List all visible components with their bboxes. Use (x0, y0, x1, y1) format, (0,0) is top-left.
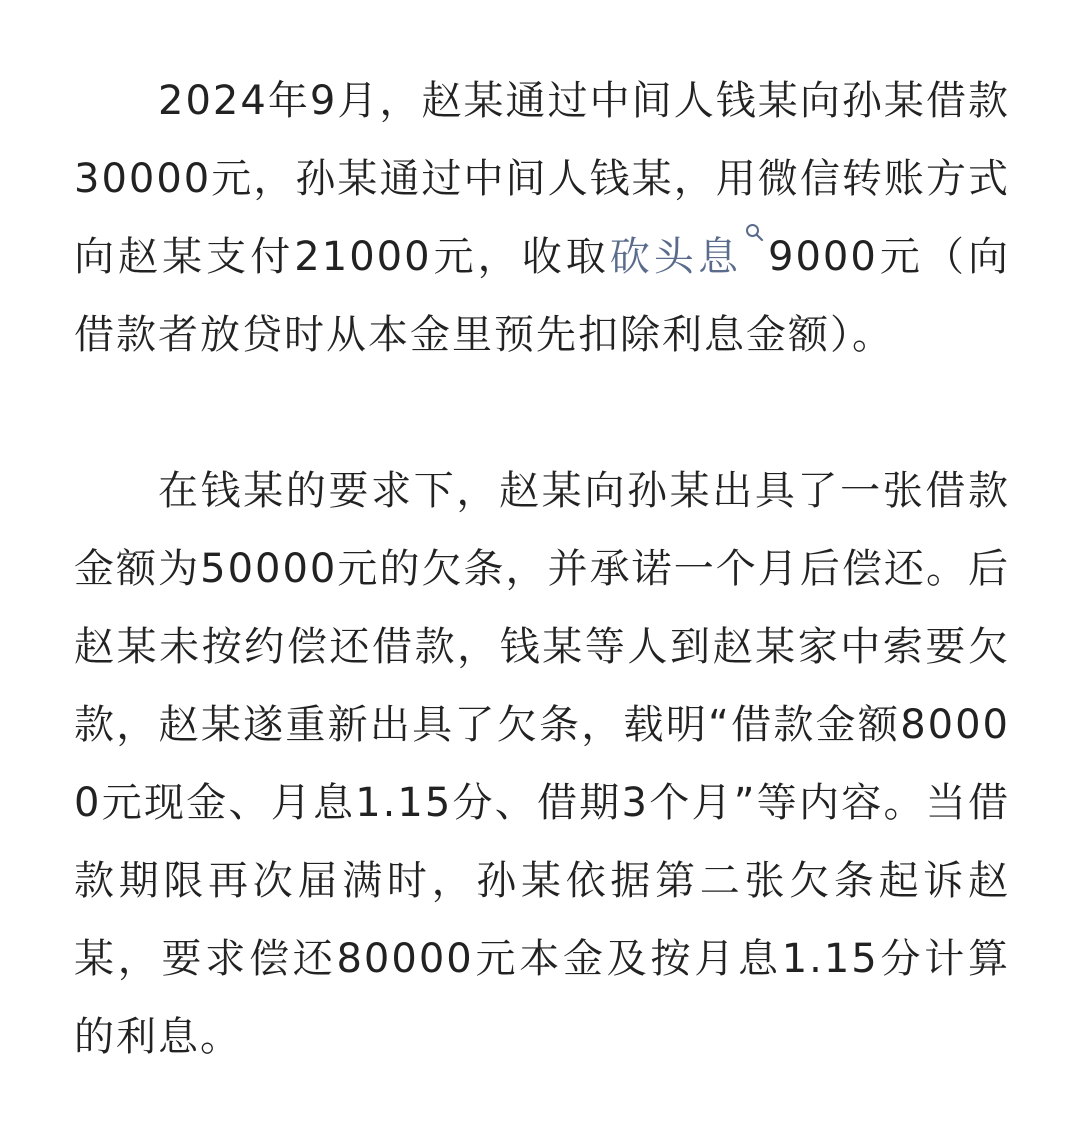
keyword-link-kantouxi[interactable] (610, 234, 768, 280)
search-icon[interactable] (742, 218, 768, 258)
paragraph-1-text-before: 2024年9月，赵某通过中间人钱某向孙某借款30000元，孙某通过中间人钱某，用微信转账方式向赵某支付21000元，收取 (74, 78, 1010, 280)
paragraph-1 (74, 62, 1010, 374)
article-body (74, 62, 1010, 1076)
paragraph-1-text-after: 9000元（向借款者放贷时从本金里预先扣除利息金额）。 (74, 234, 1011, 358)
paragraph-2: 在钱某的要求下，赵某向孙某出具了一张借款金额为50000元的欠条，并承诺一个月后偿还。后赵某未按约偿还借款，钱某等人到赵某家中索要欠款，赵某遂重新出具了欠条，载明“借款金额80000元现金、月息1.15分、借期3个月”等内容。当借款期限再次届满时，孙某依据第二张欠条起诉赵某，要求偿还80000元本金及按月息1.15分计算的利息。 (74, 468, 1010, 1060)
keyword-link-label[interactable]: 砍头息 (609, 234, 743, 280)
